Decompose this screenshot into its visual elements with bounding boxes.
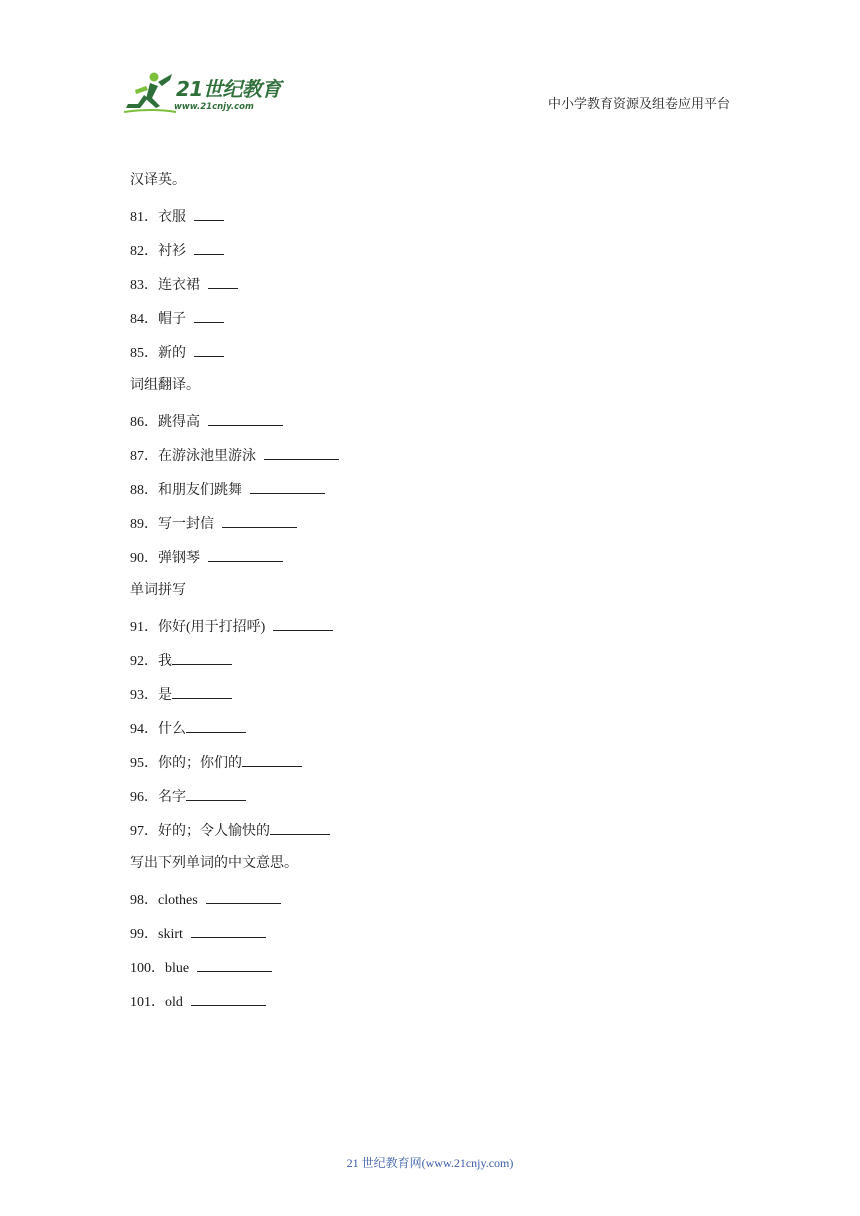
question-text: 帽子 [158,312,186,327]
question-text: 好的；令人愉快的 [158,824,270,839]
question-text: 你好(用于打招呼) [158,620,266,635]
page-footer[interactable]: 21 世纪教育网(www.21cnjy.com) [346,1156,514,1170]
answer-blank[interactable] [172,650,232,665]
answer-blank[interactable] [242,752,302,767]
question-text: 弹钢琴 [158,551,200,566]
question-number: 82． [130,244,158,259]
question-text: 是 [158,688,172,703]
question-item [130,445,730,463]
question-number: 98． [130,893,158,908]
section-title: 词组翻译。 [130,378,200,393]
question-item [130,752,730,770]
question-number: 96． [130,790,158,805]
question-item [130,718,730,736]
question-item [130,342,730,360]
question-text: skirt [158,927,183,942]
question-number: 92． [130,654,158,669]
runner-logo-icon [122,68,178,118]
question-number: 84． [130,312,158,327]
question-number: 100． [130,961,165,976]
question-number: 94． [130,722,158,737]
question-item [130,274,730,292]
question-number: 97． [130,824,158,839]
question-text: clothes [158,893,198,908]
answer-blank[interactable] [208,274,238,289]
question-text: 衣服 [158,210,186,225]
answer-blank[interactable] [172,684,232,699]
answer-blank[interactable] [264,445,339,460]
answer-blank[interactable] [197,957,272,972]
logo-url: www.21cnjy.com [174,102,254,112]
question-text: blue [165,961,190,976]
question-item [130,820,730,838]
answer-blank[interactable] [250,479,325,494]
section-word-spelling [130,582,730,838]
answer-blank[interactable] [186,786,246,801]
question-number: 88． [130,483,158,498]
answer-blank[interactable] [206,889,281,904]
question-item [130,308,730,326]
question-text: 跳得高 [158,415,200,430]
question-number: 95． [130,756,158,771]
question-text: 什么 [158,722,186,737]
question-number: 91． [130,620,158,635]
question-item [130,616,730,634]
answer-blank[interactable] [208,411,283,426]
answer-blank[interactable] [273,616,333,631]
question-number: 81． [130,210,158,225]
answer-blank[interactable] [191,923,266,938]
question-item [130,206,730,224]
answer-blank[interactable] [186,718,246,733]
question-item [130,547,730,565]
answer-blank[interactable] [208,547,283,562]
answer-blank[interactable] [194,342,224,357]
question-number: 86． [130,415,158,430]
question-item [130,479,730,497]
answer-blank[interactable] [222,513,297,528]
question-item [130,240,730,258]
question-text: 和朋友们跳舞 [158,483,242,498]
header-tagline: 中小学教育资源及组卷应用平台 [547,96,730,111]
question-text: 衬衫 [158,244,186,259]
question-text: old [165,995,183,1010]
question-item [130,991,730,1009]
answer-blank[interactable] [194,206,224,221]
question-item [130,923,730,941]
worksheet-content [130,172,730,1026]
section-title: 写出下列单词的中文意思。 [130,856,298,871]
question-item [130,650,730,668]
question-number: 87． [130,449,158,464]
question-text: 你的；你们的 [158,756,242,771]
section-chinese-to-english [130,172,730,360]
answer-blank[interactable] [194,308,224,323]
question-item [130,889,730,907]
page-header [0,0,860,130]
answer-blank[interactable] [194,240,224,255]
question-number: 90． [130,551,158,566]
question-text: 新的 [158,346,186,361]
answer-blank[interactable] [191,991,266,1006]
section-title: 汉译英。 [130,173,186,188]
site-logo[interactable] [122,68,292,118]
section-chinese-meaning [130,855,730,1009]
question-text: 在游泳池里游泳 [158,449,256,464]
answer-blank[interactable] [270,820,330,835]
question-text: 名字 [158,790,186,805]
question-item [130,411,730,429]
question-text: 我 [158,654,172,669]
question-number: 89． [130,517,158,532]
question-number: 101． [130,995,165,1010]
question-number: 85． [130,346,158,361]
question-item [130,786,730,804]
section-phrase-translation [130,377,730,565]
question-text: 写一封信 [158,517,214,532]
section-title: 单词拼写 [130,583,186,598]
logo-title: 21世纪教育 [176,77,281,101]
question-item [130,513,730,531]
question-item [130,684,730,702]
question-number: 83． [130,278,158,293]
question-number: 99． [130,927,158,942]
question-text: 连衣裙 [158,278,200,293]
question-item [130,957,730,975]
question-number: 93． [130,688,158,703]
